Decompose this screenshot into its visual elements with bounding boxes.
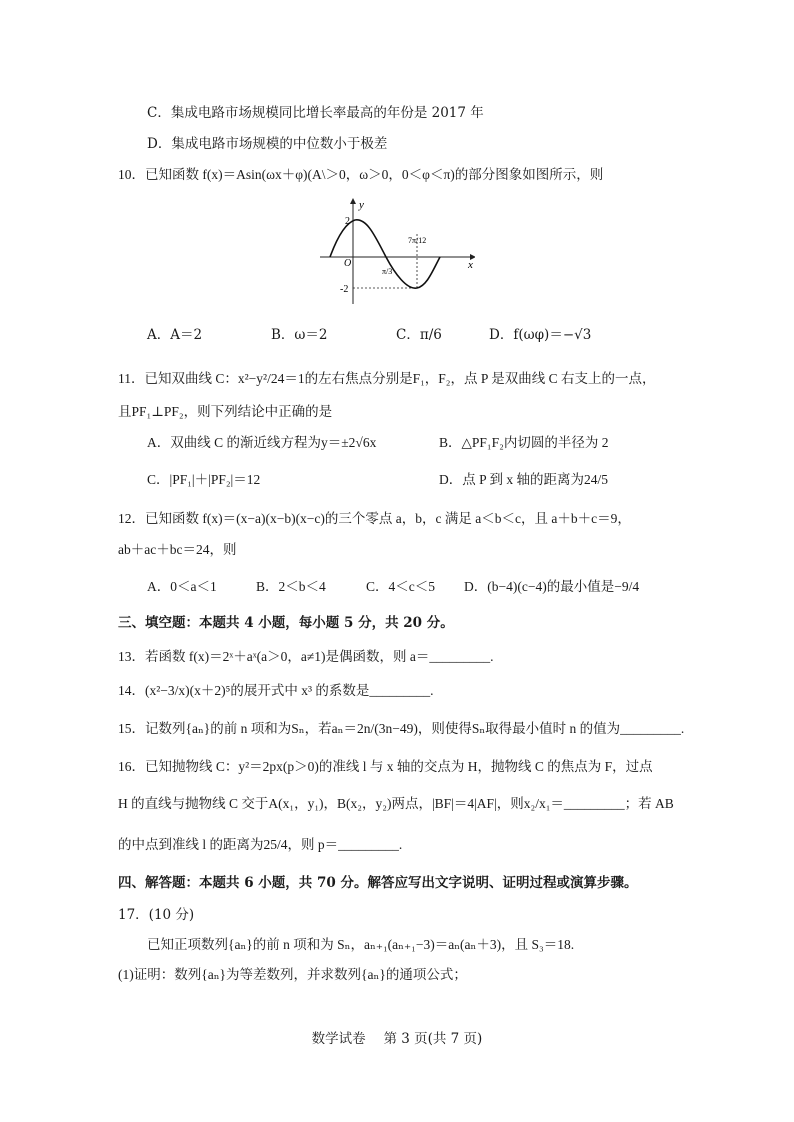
sine-graph-figure xyxy=(315,198,475,308)
q16: 16．已知抛物线 C：y²＝2px(p＞0)的准线 l 与 x 轴的交点为 H，抛物线 C 的焦点为 F，过点 xyxy=(118,759,653,774)
zero-label: π/3 xyxy=(382,267,393,276)
q12-stem-cont: ab＋ac＋bc＝24，则 xyxy=(118,542,237,557)
q12-stem: 12．已知函数 f(x)＝(x−a)(x−b)(x−c)的三个零点 a，b，c 满足 a＜b＜c，且 a＋b＋c＝9， xyxy=(118,511,631,526)
q10-option-b: B．ω＝2 xyxy=(271,327,328,343)
q11-option-d: D．点 P 到 x 轴的距离为24/5 xyxy=(439,472,609,487)
q11-option-c: C．|PF₁|＋|PF₂|＝12 xyxy=(147,472,261,487)
q10-option-a: A．A＝2 xyxy=(147,327,203,343)
q16-cont-1: H 的直线与抛物线 C 交于A(x₁，y₁)，B(x₂，y₂)两点，|BF|＝4|AF|，则x₂/x₁＝_________；若 AB xyxy=(118,796,674,811)
y-axis-label: y xyxy=(359,199,364,211)
q10-option-c: C．π/6 xyxy=(396,327,442,343)
x-axis-label: x xyxy=(468,259,473,271)
max-label: 2 xyxy=(345,216,350,227)
q12-option-d: D．(b−4)(c−4)的最小值是−9/4 xyxy=(464,579,640,594)
q9-option-d: D．集成电路市场规模的中位数小于极差 xyxy=(147,136,388,152)
q17-part-1: (1)证明：数列{aₙ}为等差数列，并求数列{aₙ}的通项公式； xyxy=(118,967,467,982)
min-x-label: 7π/12 xyxy=(408,236,427,245)
q15: 15．记数列{aₙ}的前 n 项和为Sₙ，若aₙ＝2n/(3n−49)，则使得Sₙ取得最小值时 n 的值为_________. xyxy=(118,721,685,736)
origin-label: O xyxy=(344,258,352,269)
q11-stem-cont: 且PF₁⊥PF₂，则下列结论中正确的是 xyxy=(118,404,333,419)
q12-option-a: A．0＜a＜1 xyxy=(147,579,217,594)
section-3-heading: 三、填空题：本题共 4 小题，每小题 5 分，共 20 分。 xyxy=(118,615,454,631)
q11-option-a: A．双曲线 C 的渐近线方程为y＝±2√6x xyxy=(147,435,377,450)
section-4-heading: 四、解答题：本题共 6 小题，共 70 分。解答应写出文字说明、证明过程或演算步骤。 xyxy=(118,875,638,891)
q17-stem: 已知正项数列{aₙ}的前 n 项和为 Sₙ，aₙ₊₁(aₙ₊₁−3)＝aₙ(aₙ＋3)，且 S₃＝18. xyxy=(147,937,575,952)
q10-stem: 10．已知函数 f(x)＝Asin(ωx＋φ)(A\＞0，ω＞0，0＜φ＜π)的部分图象如图所示，则 xyxy=(118,167,604,182)
q16-cont-2: 的中点到准线 l 的距离为25/4，则 p＝_________. xyxy=(118,837,403,852)
q9-option-c: C．集成电路市场规模同比增长率最高的年份是 2017 年 xyxy=(147,105,484,121)
q11-stem: 11．已知双曲线 C：x²−y²/24＝1的左右焦点分别是F₁，F₂，点 P 是双曲线 C 右支上的一点， xyxy=(118,371,656,386)
page-footer: 数学试卷 第 3 页(共 7 页) xyxy=(311,1031,483,1047)
q13: 13．若函数 f(x)＝2ˣ＋aˣ(a＞0，a≠1)是偶函数，则 a＝_________. xyxy=(118,649,494,664)
q12-option-c: C．4＜c＜5 xyxy=(366,579,435,594)
y-axis-arrow xyxy=(350,198,356,204)
q14: 14．(x²−3/x)(x＋2)⁵的展开式中 x³ 的系数是_________. xyxy=(118,683,434,698)
q10-option-d: D．f(ωφ)＝−√3 xyxy=(489,327,592,343)
min-label: -2 xyxy=(340,284,349,295)
sine-curve xyxy=(330,220,440,288)
q12-option-b: B．2＜b＜4 xyxy=(256,579,326,594)
q11-option-b: B．△PF₁F₂内切圆的半径为 2 xyxy=(439,435,609,450)
q17-title: 17．(10 分) xyxy=(118,907,195,923)
